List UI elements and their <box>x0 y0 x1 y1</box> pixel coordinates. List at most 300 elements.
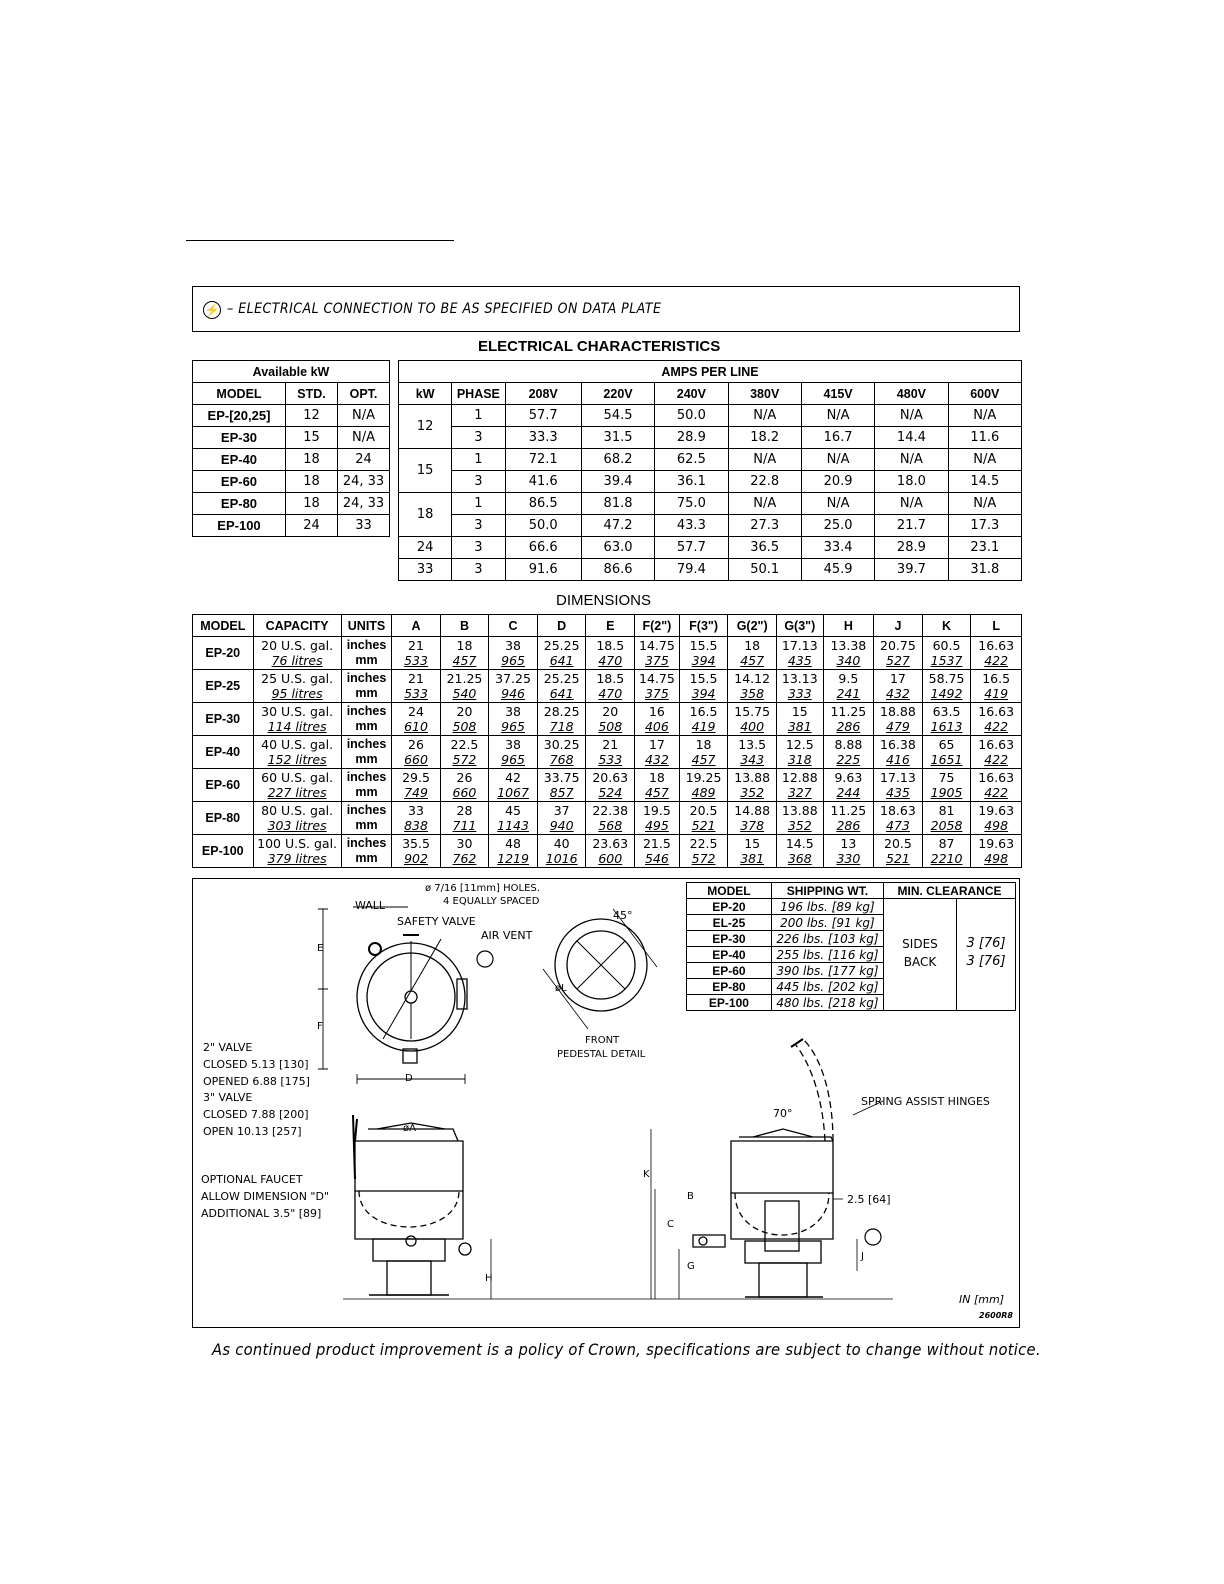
table-cell: 86.5 <box>505 493 581 515</box>
table-cell: 3 <box>452 427 505 449</box>
column-header: E <box>586 615 635 637</box>
value-mm: 457 <box>644 785 669 800</box>
dimension-cell <box>586 835 635 868</box>
dimension-cell <box>537 736 586 769</box>
value-inches: 13.88 <box>734 770 771 785</box>
value-inches: 20 <box>602 704 619 719</box>
holes-label: ø 7/16 [11mm] HOLES. <box>425 883 540 894</box>
capacity-litres: 303 litres <box>267 818 327 833</box>
value-inches: 60.5 <box>932 638 961 653</box>
dim-h-label: H <box>485 1273 493 1284</box>
table-row <box>399 427 1022 449</box>
dimension-cell <box>922 703 971 736</box>
angle-70-label: 70° <box>773 1107 793 1120</box>
valve-3-open-label: OPEN 10.13 [257] <box>203 1125 302 1138</box>
value-inches: 58.75 <box>928 671 965 686</box>
capacity-litres: 379 litres <box>267 851 327 866</box>
model-cell: EP-20 <box>193 637 254 670</box>
value-inches: 18 <box>456 638 473 653</box>
dimension-cell <box>679 670 728 703</box>
dimension-cell <box>586 703 635 736</box>
value-inches: 13.88 <box>781 803 818 818</box>
value-inches: 22.38 <box>592 803 629 818</box>
value-mm: 498 <box>984 851 1009 866</box>
model-cell: EP-30 <box>193 703 254 736</box>
value-mm: 568 <box>598 818 623 833</box>
table-cell: 22.8 <box>728 471 801 493</box>
column-header: G(3") <box>776 615 823 637</box>
value-mm: 1492 <box>930 686 963 701</box>
dimension-cell <box>922 637 971 670</box>
dimension-cell <box>635 703 680 736</box>
dimension-cell <box>823 670 874 703</box>
table-row <box>193 515 390 537</box>
value-mm: 857 <box>549 785 574 800</box>
table-row <box>687 899 1016 915</box>
value-inches: 13.5 <box>738 737 767 752</box>
table-row <box>193 802 1022 835</box>
column-header: 240V <box>655 383 728 405</box>
value-mm: 244 <box>836 785 861 800</box>
value-mm: 330 <box>836 851 861 866</box>
value-inches: 38 <box>505 638 522 653</box>
dimension-cell <box>586 637 635 670</box>
table-cell: 72.1 <box>505 449 581 471</box>
units-inches: inches <box>346 737 387 751</box>
dimension-cell <box>392 703 440 736</box>
valve-3-label: 3" VALVE <box>203 1091 253 1104</box>
weight-cell: 200 lbs. [91 kg] <box>771 915 883 931</box>
dimension-cell <box>392 835 440 868</box>
table-cell: N/A <box>948 449 1021 471</box>
dimension-cell <box>728 769 777 802</box>
capacity-cell <box>253 769 341 802</box>
table-cell: 47.2 <box>581 515 654 537</box>
capacity-gal: 60 U.S. gal. <box>261 770 334 785</box>
value-inches: 26 <box>408 737 424 752</box>
column-header: STD. <box>285 383 337 405</box>
weight-cell: 390 lbs. [177 kg] <box>771 963 883 979</box>
table-cell: 23.1 <box>948 537 1021 559</box>
dimension-cell <box>489 637 538 670</box>
table-cell: 17.3 <box>948 515 1021 537</box>
value-mm: 533 <box>404 653 428 668</box>
table-cell: 18 <box>285 449 337 471</box>
table-cell: 3 <box>452 471 505 493</box>
value-inches: 23.63 <box>592 836 629 851</box>
value-mm: 641 <box>549 653 574 668</box>
dimensions-title: DIMENSIONS <box>556 592 652 609</box>
table-row <box>399 559 1022 581</box>
dimension-cell <box>537 835 586 868</box>
table-cell: 14.5 <box>948 471 1021 493</box>
value-mm: 489 <box>691 785 716 800</box>
value-mm: 508 <box>598 719 623 734</box>
units-inches: inches <box>346 770 387 784</box>
model-cell: EP-100 <box>193 835 254 868</box>
dimension-cell <box>874 637 923 670</box>
value-inches: 14.75 <box>639 671 675 686</box>
dimension-cell <box>728 736 777 769</box>
value-mm: 946 <box>501 686 525 701</box>
value-mm: 419 <box>691 719 716 734</box>
column-header: UNITS <box>341 615 392 637</box>
value-inches: 40 <box>553 836 570 851</box>
dim-f-label: F <box>317 1021 323 1032</box>
dimension-cell <box>971 769 1022 802</box>
dim-g-label: G <box>687 1261 695 1272</box>
value-mm: 352 <box>787 818 812 833</box>
units-inches: inches <box>346 638 387 652</box>
table-header: AMPS PER LINE <box>399 361 1022 383</box>
value-mm: 406 <box>644 719 669 734</box>
dimension-cell <box>679 802 728 835</box>
value-inches: 17.13 <box>880 770 916 785</box>
column-header: kW <box>399 383 452 405</box>
value-mm: 432 <box>644 752 669 767</box>
value-inches: 22.5 <box>450 737 479 752</box>
value-inches: 21.25 <box>446 671 483 686</box>
table-cell: 3 <box>452 537 505 559</box>
dimension-cell <box>922 670 971 703</box>
dimension-cell <box>392 670 440 703</box>
capacity-cell <box>253 835 341 868</box>
table-cell: 12 <box>285 405 337 427</box>
value-mm: 521 <box>886 851 910 866</box>
value-mm: 540 <box>452 686 477 701</box>
column-header: D <box>537 615 586 637</box>
value-inches: 19.63 <box>978 803 1015 818</box>
table-cell: N/A <box>948 405 1021 427</box>
value-mm: 533 <box>404 686 428 701</box>
table-header-row <box>399 383 1022 405</box>
table-header: Available kW <box>193 361 390 383</box>
value-inches: 9.5 <box>838 671 859 686</box>
value-mm: 838 <box>404 818 428 833</box>
table-cell: 66.6 <box>505 537 581 559</box>
dimension-cell <box>635 637 680 670</box>
capacity-cell <box>253 670 341 703</box>
value-mm: 546 <box>644 851 669 866</box>
value-inches: 19.5 <box>642 803 671 818</box>
value-inches: 18.88 <box>880 704 916 719</box>
dimension-cell <box>392 769 440 802</box>
table-row <box>399 471 1022 493</box>
dim-2-5-label: 2.5 [64] <box>847 1193 891 1206</box>
kw-cell: 33 <box>399 559 452 581</box>
table-cell: EP-40 <box>193 449 286 471</box>
dim-c-label: C <box>667 1219 674 1230</box>
value-inches: 21.5 <box>642 836 671 851</box>
value-mm: 286 <box>836 719 861 734</box>
capacity-gal: 40 U.S. gal. <box>261 737 334 752</box>
value-inches: 12.5 <box>785 737 814 752</box>
value-inches: 30 <box>456 836 473 851</box>
table-cell: 24 <box>285 515 337 537</box>
dimension-cell <box>922 802 971 835</box>
dimension-cell <box>586 670 635 703</box>
value-inches: 18.63 <box>880 803 916 818</box>
value-inches: 18.5 <box>596 671 625 686</box>
capacity-cell <box>253 736 341 769</box>
valve-2-label: 2" VALVE <box>203 1041 253 1054</box>
table-cell: 31.5 <box>581 427 654 449</box>
dimension-cell <box>776 802 823 835</box>
dimension-cell <box>635 736 680 769</box>
value-mm: 965 <box>501 719 525 734</box>
dimension-cell <box>392 802 440 835</box>
table-cell: 63.0 <box>581 537 654 559</box>
table-cell: 25.0 <box>801 515 874 537</box>
column-header: MODEL <box>193 615 254 637</box>
value-inches: 75 <box>938 770 955 785</box>
weight-cell: 255 lbs. [116 kg] <box>771 947 883 963</box>
value-inches: 20.75 <box>880 638 916 653</box>
table-cell: 27.3 <box>728 515 801 537</box>
units-inches: inches <box>346 836 387 850</box>
dimension-cell <box>489 670 538 703</box>
value-inches: 63.5 <box>932 704 961 719</box>
value-inches: 33 <box>408 803 424 818</box>
value-inches: 18 <box>695 737 712 752</box>
table-cell: N/A <box>801 449 874 471</box>
table-cell: N/A <box>728 493 801 515</box>
units-mm: mm <box>355 686 378 700</box>
table-cell: 1 <box>452 493 505 515</box>
dimension-cell <box>679 769 728 802</box>
air-vent-label: AIR VENT <box>481 929 533 942</box>
weight-cell: 226 lbs. [103 kg] <box>771 931 883 947</box>
table-row <box>193 493 390 515</box>
weight-cell: 480 lbs. [218 kg] <box>771 995 883 1011</box>
table-cell: 18 <box>285 471 337 493</box>
dimension-cell <box>922 835 971 868</box>
dim-j-label: J <box>861 1251 864 1262</box>
value-mm: 457 <box>740 653 765 668</box>
value-mm: 572 <box>691 851 716 866</box>
holes-spacing-label: 4 EQUALLY SPACED <box>443 896 540 907</box>
value-inches: 42 <box>505 770 522 785</box>
value-mm: 2058 <box>930 818 963 833</box>
value-mm: 432 <box>886 686 910 701</box>
value-mm: 419 <box>984 686 1009 701</box>
value-mm: 333 <box>787 686 812 701</box>
value-inches: 17 <box>648 737 665 752</box>
dimension-cell <box>971 802 1022 835</box>
units-cell <box>341 736 392 769</box>
model-cell: EP-100 <box>687 995 772 1011</box>
table-cell: 18.2 <box>728 427 801 449</box>
value-mm: 368 <box>787 851 812 866</box>
table-cell: 1 <box>452 405 505 427</box>
table-row <box>193 670 1022 703</box>
table-row <box>193 405 390 427</box>
column-header: F(2") <box>635 615 680 637</box>
dimension-cell <box>971 736 1022 769</box>
model-cell: EP-40 <box>193 736 254 769</box>
value-inches: 17.13 <box>781 638 818 653</box>
value-inches: 12.88 <box>781 770 818 785</box>
table-cell: N/A <box>875 405 948 427</box>
column-header: OPT. <box>337 383 389 405</box>
dimension-cell <box>874 802 923 835</box>
dimension-cell <box>635 802 680 835</box>
table-cell: N/A <box>801 493 874 515</box>
capacity-gal: 25 U.S. gal. <box>261 671 334 686</box>
dimension-cell <box>874 736 923 769</box>
value-inches: 15.5 <box>689 638 718 653</box>
dimension-cell <box>971 637 1022 670</box>
table-cell: 15 <box>285 427 337 449</box>
table-cell: N/A <box>337 405 389 427</box>
capacity-cell <box>253 802 341 835</box>
model-cell: EP-40 <box>687 947 772 963</box>
value-inches: 22.5 <box>689 836 718 851</box>
column-header: MIN. CLEARANCE <box>883 883 1015 899</box>
table-cell: N/A <box>728 405 801 427</box>
pedestal-detail-label: PEDESTAL DETAIL <box>557 1049 646 1060</box>
value-inches: 20.5 <box>884 836 912 851</box>
dimension-cell <box>776 703 823 736</box>
dim-d-label: D <box>405 1073 413 1084</box>
top-rule <box>186 240 454 241</box>
value-mm: 1067 <box>497 785 529 800</box>
dimension-cell <box>537 670 586 703</box>
table-cell: 33.4 <box>801 537 874 559</box>
table-cell: 20.9 <box>801 471 874 493</box>
value-mm: 286 <box>836 818 861 833</box>
value-mm: 422 <box>984 785 1009 800</box>
clearance-cell <box>883 899 1015 1011</box>
dimension-cell <box>537 637 586 670</box>
dimension-cell <box>679 835 728 868</box>
clearance-values: 3 [76] 3 [76] <box>966 936 1006 969</box>
table-cell: 33.3 <box>505 427 581 449</box>
dimension-cell <box>679 736 728 769</box>
dimension-cell <box>537 802 586 835</box>
model-cell: EP-60 <box>193 769 254 802</box>
dimension-cell <box>776 736 823 769</box>
capacity-litres: 152 litres <box>267 752 327 767</box>
table-cell: 43.3 <box>655 515 728 537</box>
value-mm: 381 <box>740 851 765 866</box>
table-cell: N/A <box>337 427 389 449</box>
column-header: B <box>440 615 489 637</box>
dimension-cell <box>537 769 586 802</box>
value-mm: 343 <box>740 752 765 767</box>
table-cell: 14.4 <box>875 427 948 449</box>
value-inches: 21 <box>408 638 424 653</box>
model-cell: EP-80 <box>687 979 772 995</box>
table-cell: EP-80 <box>193 493 286 515</box>
value-mm: 340 <box>836 653 861 668</box>
value-mm: 318 <box>787 752 812 767</box>
value-inches: 20 <box>456 704 473 719</box>
table-cell: 45.9 <box>801 559 874 581</box>
column-header: 220V <box>581 383 654 405</box>
value-inches: 38 <box>505 737 522 752</box>
faucet-dimension-label: ALLOW DIMENSION "D" <box>201 1190 330 1203</box>
value-inches: 65 <box>938 737 955 752</box>
table-cell: 57.7 <box>655 537 728 559</box>
table-cell: N/A <box>875 493 948 515</box>
value-mm: 400 <box>740 719 765 734</box>
column-header: K <box>922 615 971 637</box>
column-header: J <box>874 615 923 637</box>
capacity-litres: 114 litres <box>267 719 327 734</box>
dimension-cell <box>776 637 823 670</box>
faucet-additional-label: ADDITIONAL 3.5" [89] <box>201 1207 322 1220</box>
front-label: FRONT <box>585 1035 620 1046</box>
dimension-cell <box>489 769 538 802</box>
model-cell: EL-25 <box>687 915 772 931</box>
value-inches: 16.38 <box>880 737 916 752</box>
table-cell: 24 <box>337 449 389 471</box>
capacity-litres: 227 litres <box>267 785 327 800</box>
table-cell: 86.6 <box>581 559 654 581</box>
table-cell: 11.6 <box>948 427 1021 449</box>
dimension-cell <box>776 670 823 703</box>
table-cell: 3 <box>452 515 505 537</box>
value-mm: 940 <box>549 818 574 833</box>
units-mm: mm <box>355 818 378 832</box>
valve-2-closed-label: CLOSED 5.13 [130] <box>203 1058 309 1071</box>
column-header: H <box>823 615 874 637</box>
column-header: CAPACITY <box>253 615 341 637</box>
table-cell: 91.6 <box>505 559 581 581</box>
value-inches: 18.5 <box>596 638 625 653</box>
value-inches: 38 <box>505 704 522 719</box>
column-header: 600V <box>948 383 1021 405</box>
dimension-cell <box>586 802 635 835</box>
dimension-cell <box>635 769 680 802</box>
model-cell: EP-20 <box>687 899 772 915</box>
value-mm: 762 <box>452 851 477 866</box>
table-cell: EP-100 <box>193 515 286 537</box>
amps-per-line-table <box>398 360 1022 581</box>
dimension-cell <box>971 670 1022 703</box>
table-cell: EP-30 <box>193 427 286 449</box>
value-mm: 241 <box>836 686 861 701</box>
units-cell <box>341 769 392 802</box>
value-mm: 394 <box>691 686 716 701</box>
dimension-cell <box>679 703 728 736</box>
value-mm: 225 <box>836 752 861 767</box>
dimension-cell <box>874 703 923 736</box>
value-inches: 13.13 <box>781 671 818 686</box>
value-inches: 25.25 <box>543 638 580 653</box>
kw-cell: 18 <box>399 493 452 537</box>
wall-label: WALL <box>355 899 386 912</box>
value-inches: 14.75 <box>639 638 675 653</box>
weight-cell: 196 lbs. [89 kg] <box>771 899 883 915</box>
model-cell: EP-80 <box>193 802 254 835</box>
value-inches: 33.75 <box>543 770 580 785</box>
value-inches: 15 <box>791 704 808 719</box>
value-mm: 749 <box>404 785 428 800</box>
table-cell: N/A <box>728 449 801 471</box>
value-mm: 498 <box>984 818 1009 833</box>
dim-e-label: E <box>317 943 324 954</box>
table-header-row <box>193 361 390 383</box>
value-inches: 15.5 <box>689 671 718 686</box>
value-mm: 327 <box>787 785 812 800</box>
value-mm: 422 <box>984 719 1009 734</box>
value-inches: 16.63 <box>978 770 1015 785</box>
value-mm: 422 <box>984 752 1009 767</box>
value-inches: 26 <box>456 770 473 785</box>
electrical-title: ELECTRICAL CHARACTERISTICS <box>478 338 721 355</box>
